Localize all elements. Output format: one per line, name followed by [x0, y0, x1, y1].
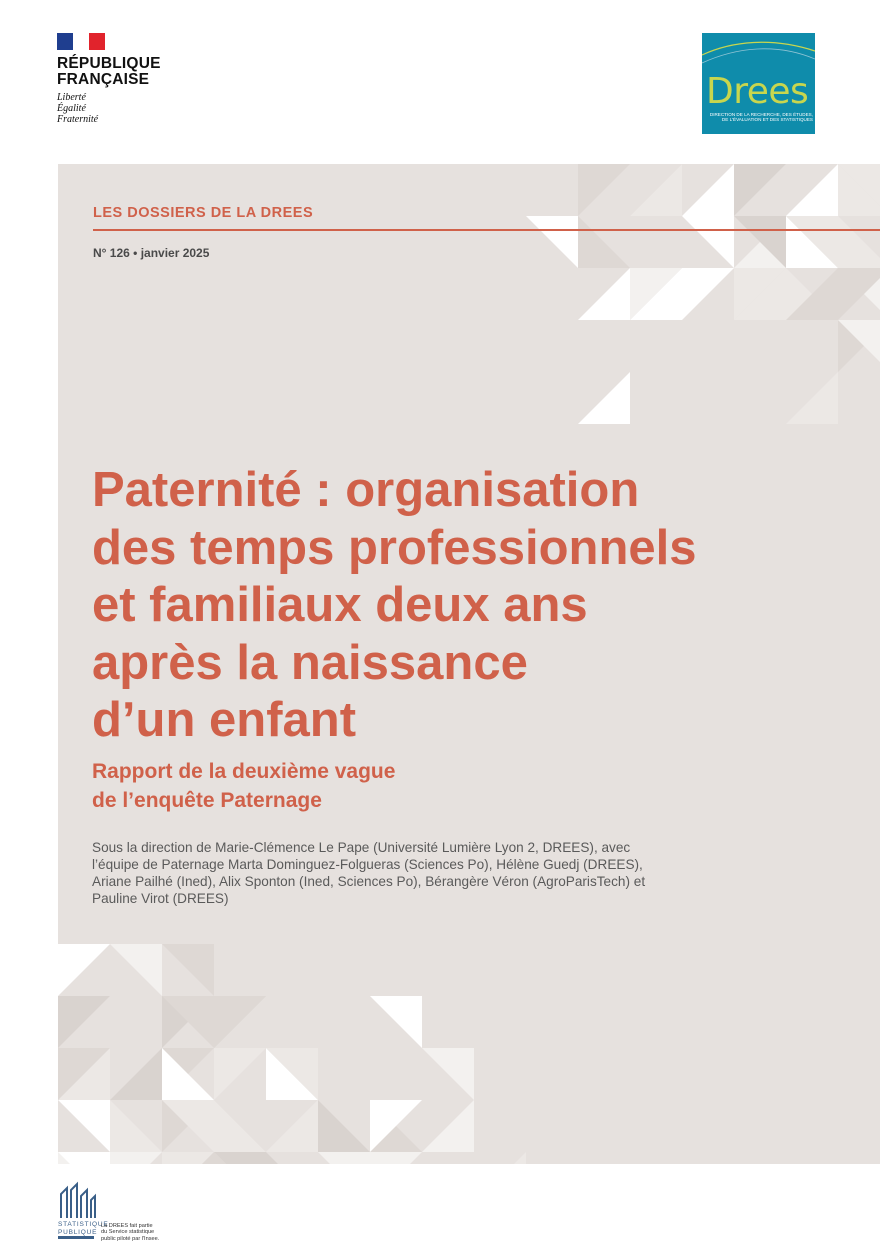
report-subtitle: Rapport de la deuxième vague de l’enquête Paternage: [92, 760, 396, 812]
pattern-triangle: [58, 1100, 110, 1152]
pattern-triangle: [110, 1152, 162, 1164]
pattern-triangle: [422, 1048, 474, 1100]
issue-number: N° 126 • janvier 2025: [93, 246, 210, 260]
pattern-triangle: [110, 944, 162, 996]
republique-francaise-wordmark: RÉPUBLIQUE FRANÇAISE: [57, 55, 161, 88]
republique-francaise-logo: [57, 33, 187, 125]
pattern-triangle: [786, 164, 838, 216]
pattern-triangle: [58, 996, 110, 1048]
report-title: Paternité : organisation des temps professionnels et familiaux deux ans après la naissance d’un enfant: [92, 463, 697, 747]
series-label: LES DOSSIERS DE LA DREES: [93, 205, 314, 221]
pattern-triangle: [630, 164, 682, 216]
statistique-publique-icon: [58, 1180, 98, 1220]
pattern-triangle: [474, 1152, 526, 1164]
ssp-membership-note: La DREES fait partie du Service statistique public piloté par l'Insee.: [101, 1223, 160, 1242]
pattern-triangle: [578, 164, 630, 216]
drees-tagline: DIRECTION DE LA RECHERCHE, DES ÉTUDES, DE L'ÉVALUATION ET DES STATISTIQUES: [709, 112, 813, 123]
pattern-triangle: [838, 216, 880, 268]
pattern-triangle: [266, 1152, 318, 1164]
pattern-triangle: [266, 1100, 318, 1152]
pattern-triangle: [318, 1152, 370, 1164]
pattern-triangle: [214, 996, 266, 1048]
pattern-triangle: [734, 164, 786, 216]
pattern-triangle: [214, 1048, 266, 1100]
pattern-triangle: [682, 216, 734, 268]
pattern-triangle: [318, 1100, 370, 1152]
drees-wordmark: Drees: [706, 71, 809, 112]
pattern-triangle: [526, 216, 578, 268]
pattern-triangle: [214, 1100, 266, 1152]
drees-logo: [702, 33, 815, 134]
pattern-triangle: [578, 372, 630, 424]
pattern-triangle: [682, 164, 734, 216]
pattern-triangle: [422, 1100, 474, 1152]
authors-paragraph: Sous la direction de Marie-Clémence Le Pape (Université Lumière Lyon 2, DREES), avec l’équipe de Paternage Marta Dominguez-Folgueras (Sciences Po), Hélène Guedj (DREES), Ariane Pailhé (Ined), Alix Sponton (Ined, Sciences Po), Bérangère Véron (AgroParisTech) et Pauline Virot (DREES): [92, 840, 646, 906]
statistique-publique-bar: [58, 1236, 94, 1239]
pattern-triangle: [578, 216, 630, 268]
pattern-triangle: [162, 944, 214, 996]
pattern-triangle: [682, 268, 734, 320]
statistique-publique-logo: [58, 1180, 178, 1240]
statistique-publique-wordmark: STATISTIQUE PUBLIQUE: [58, 1221, 109, 1236]
republic-motto: Liberté Égalité Fraternité: [57, 92, 99, 125]
pattern-triangle: [370, 996, 422, 1048]
pattern-triangle: [578, 268, 630, 320]
pattern-triangle: [786, 372, 838, 424]
pattern-triangle: [110, 1100, 162, 1152]
pattern-triangle: [370, 1152, 422, 1164]
series-divider: [93, 229, 880, 231]
pattern-triangle: [58, 944, 110, 996]
pattern-triangle: [110, 1048, 162, 1100]
marianne-flag-icon: [57, 33, 105, 50]
